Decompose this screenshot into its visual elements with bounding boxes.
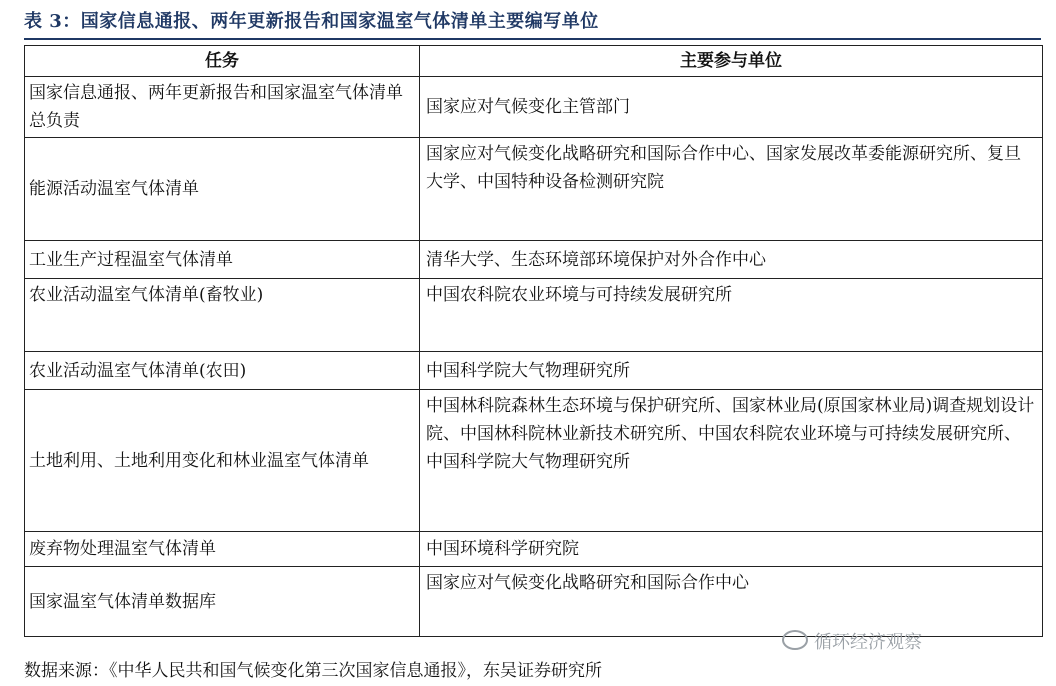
task-cell: 国家温室气体清单数据库 xyxy=(25,567,420,637)
task-cell: 土地利用、土地利用变化和林业温室气体清单 xyxy=(25,390,420,532)
table-row xyxy=(25,567,1043,637)
table-row xyxy=(25,77,1043,138)
header-row xyxy=(25,46,1043,77)
task-cell: 国家信息通报、两年更新报告和国家温室气体清单总负责 xyxy=(25,77,420,138)
table-row xyxy=(25,279,1043,352)
table-row xyxy=(25,532,1043,567)
watermark-text: 循环经济观察 xyxy=(814,632,922,653)
header-task: 任务 xyxy=(25,46,420,77)
table-row xyxy=(25,241,1043,279)
data-source: 数据来源：《中华人民共和国气候变化第三次国家信息通报》，东吴证券研究所 xyxy=(24,661,602,681)
units-table xyxy=(24,45,1043,637)
org-cell: 国家应对气候变化主管部门 xyxy=(420,77,1043,138)
wechat-icon xyxy=(782,630,808,650)
table-row xyxy=(25,352,1043,390)
table-row xyxy=(25,390,1043,532)
org-cell: 中国科学院大气物理研究所 xyxy=(420,352,1043,390)
table-caption: 表 3：国家信息通报、两年更新报告和国家温室气体清单主要编写单位 xyxy=(24,11,599,32)
table-row xyxy=(25,138,1043,241)
task-cell: 废弃物处理温室气体清单 xyxy=(25,532,420,567)
header-org: 主要参与单位 xyxy=(420,46,1043,77)
watermark xyxy=(782,628,922,654)
task-cell: 农业活动温室气体清单(农田) xyxy=(25,352,420,390)
org-cell: 国家应对气候变化战略研究和国际合作中心、国家发展改革委能源研究所、复旦大学、中国特种设备检测研究院 xyxy=(420,138,1043,241)
task-cell: 农业活动温室气体清单(畜牧业) xyxy=(25,279,420,352)
org-cell: 清华大学、生态环境部环境保护对外合作中心 xyxy=(420,241,1043,279)
org-cell: 中国林科院森林生态环境与保护研究所、国家林业局(原国家林业局)调查规划设计院、中国林科院林业新技术研究所、中国农科院农业环境与可持续发展研究所、中国科学院大气物理研究所 xyxy=(420,390,1043,532)
caption-rule xyxy=(24,38,1041,40)
org-cell: 中国环境科学研究院 xyxy=(420,532,1043,567)
task-cell: 能源活动温室气体清单 xyxy=(25,138,420,241)
org-cell: 国家应对气候变化战略研究和国际合作中心 xyxy=(420,567,1043,637)
task-cell: 工业生产过程温室气体清单 xyxy=(25,241,420,279)
org-cell: 中国农科院农业环境与可持续发展研究所 xyxy=(420,279,1043,352)
